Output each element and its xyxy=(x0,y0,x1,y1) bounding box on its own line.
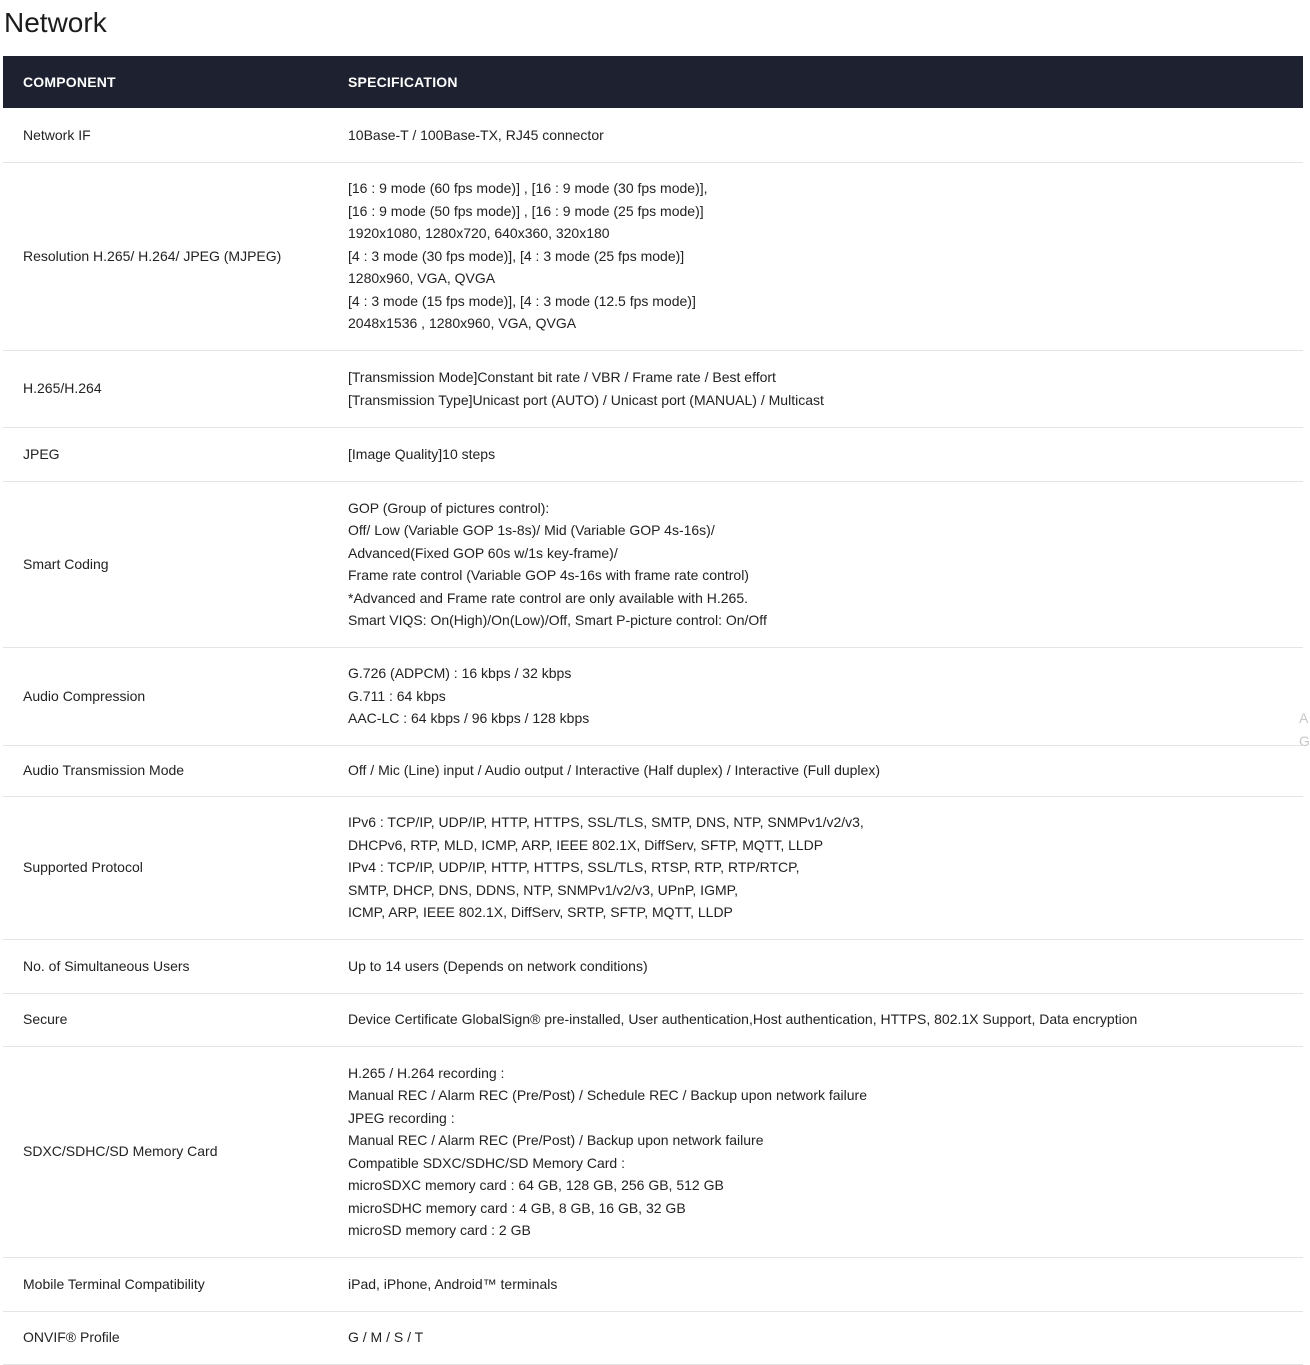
component-cell: JPEG xyxy=(3,427,328,481)
specification-line: Advanced(Fixed GOP 60s w/1s key-frame)/ xyxy=(348,544,618,561)
specification-cell xyxy=(328,1257,1303,1311)
component-cell: Audio Compression xyxy=(3,647,328,745)
specification-line: 1920x1080, 1280x720, 640x360, 320x180 xyxy=(348,225,610,242)
specification-cell xyxy=(328,350,1303,427)
specification-line: [Transmission Mode]Constant bit rate / VBR / Frame rate / Best effort xyxy=(348,369,776,385)
header-row xyxy=(3,56,1303,108)
specification-line: SMTP, DHCP, DNS, DDNS, NTP, SNMPv1/v2/v3, UPnP, IGMP, xyxy=(348,881,739,898)
specification-line: iPad, iPhone, Android™ terminals xyxy=(348,1275,558,1292)
header-specification: SPECIFICATION xyxy=(328,56,1303,108)
specification-cell xyxy=(328,745,1303,796)
specification-line: *Advanced and Frame rate control are only available with H.265. xyxy=(348,589,748,606)
specification-cell xyxy=(328,108,1303,162)
specification-line: Compatible SDXC/SDHC/SD Memory Card : xyxy=(348,1154,625,1171)
specification-line: 2048x1536 , 1280x960, VGA, QVGA xyxy=(348,315,577,332)
table-row xyxy=(3,108,1303,162)
table-row xyxy=(3,939,1303,993)
specification-cell xyxy=(328,993,1303,1046)
specification-line: [4 : 3 mode (30 fps mode)], [4 : 3 mode (25 fps mode)] xyxy=(348,247,685,264)
table-row xyxy=(3,745,1303,796)
component-cell: Smart Coding xyxy=(3,481,328,647)
table-row xyxy=(3,993,1303,1046)
specification-line: [Image Quality]10 steps xyxy=(348,445,496,462)
specification-line: [Transmission Type]Unicast port (AUTO) / Unicast port (MANUAL) / Multicast xyxy=(348,391,824,408)
specification-line: Frame rate control (Variable GOP 4s-16s with frame rate control) xyxy=(348,567,749,583)
component-cell: Network IF xyxy=(3,108,328,162)
table-row xyxy=(3,1311,1303,1364)
table-row xyxy=(3,481,1303,647)
specification-line: DHCPv6, RTP, MLD, ICMP, ARP, IEEE 802.1X, DiffServ, SFTP, MQTT, LLDP xyxy=(348,836,824,853)
specification-line: Off / Mic (Line) input / Audio output / Interactive (Half duplex) / Interactive (Full duplex) xyxy=(348,762,880,779)
specification-line: [16 : 9 mode (60 fps mode)] , [16 : 9 mode (30 fps mode)], xyxy=(348,180,708,197)
specification-line: microSDHC memory card : 4 GB, 8 GB, 16 GB, 32 GB xyxy=(348,1199,686,1216)
component-cell: SDXC/SDHC/SD Memory Card xyxy=(3,1046,328,1257)
table-row xyxy=(3,350,1303,427)
specification-cell xyxy=(328,796,1303,939)
specification-line: Manual REC / Alarm REC (Pre/Post) / Schedule REC / Backup upon network failure xyxy=(348,1087,867,1103)
specification-line: ICMP, ARP, IEEE 802.1X, DiffServ, SRTP, SFTP, MQTT, LLDP xyxy=(348,904,733,921)
table-body xyxy=(3,108,1303,1364)
specification-line: Up to 14 users (Depends on network conditions) xyxy=(348,957,648,974)
component-cell: ONVIF® Profile xyxy=(3,1311,328,1364)
specification-line: G.726 (ADPCM) : 16 kbps / 32 kbps xyxy=(348,665,572,682)
specification-line: [4 : 3 mode (15 fps mode)], [4 : 3 mode (12.5 fps mode)] xyxy=(348,292,696,309)
component-cell: Secure xyxy=(3,993,328,1046)
component-cell: Mobile Terminal Compatibility xyxy=(3,1257,328,1311)
edge-mark: G xyxy=(1299,733,1310,749)
specification-line: microSDXC memory card : 64 GB, 128 GB, 256 GB, 512 GB xyxy=(348,1177,724,1193)
specification-line: 1280x960, VGA, QVGA xyxy=(348,270,496,287)
table-row xyxy=(3,1046,1303,1257)
specification-line: G / M / S / T xyxy=(348,1329,424,1346)
component-cell: Supported Protocol xyxy=(3,796,328,939)
table-row xyxy=(3,1257,1303,1311)
specification-cell xyxy=(328,1046,1303,1257)
specification-line: H.265 / H.264 recording : xyxy=(348,1064,505,1081)
table-row xyxy=(3,162,1303,350)
specification-cell xyxy=(328,939,1303,993)
table-row xyxy=(3,427,1303,481)
specification-line: AAC-LC : 64 kbps / 96 kbps / 128 kbps xyxy=(348,710,590,727)
edge-mark: A xyxy=(1299,710,1309,726)
specification-line: G.711 : 64 kbps xyxy=(348,687,446,704)
component-cell: Resolution H.265/ H.264/ JPEG (MJPEG) xyxy=(3,162,328,350)
specification-line: Manual REC / Alarm REC (Pre/Post) / Backup upon network failure xyxy=(348,1132,764,1148)
page-title: Network xyxy=(4,7,107,38)
specification-line: Smart VIQS: On(High)/On(Low)/Off, Smart P-picture control: On/Off xyxy=(348,612,767,628)
specification-cell xyxy=(328,1311,1303,1364)
header-component: COMPONENT xyxy=(3,56,328,108)
spec-table xyxy=(3,56,1303,1365)
table-row xyxy=(3,796,1303,939)
specification-cell xyxy=(328,427,1303,481)
specification-cell xyxy=(328,162,1303,350)
specification-cell xyxy=(328,647,1303,745)
specification-line: JPEG recording : xyxy=(348,1109,455,1126)
component-cell: H.265/H.264 xyxy=(3,350,328,427)
specification-line: GOP (Group of pictures control): xyxy=(348,499,550,516)
specification-line: [16 : 9 mode (50 fps mode)] , [16 : 9 mode (25 fps mode)] xyxy=(348,202,704,219)
table-row xyxy=(3,647,1303,745)
specification-line: microSD memory card : 2 GB xyxy=(348,1222,531,1238)
table-header xyxy=(3,56,1303,108)
specification-line: IPv6 : TCP/IP, UDP/IP, HTTP, HTTPS, SSL/TLS, SMTP, DNS, NTP, SNMPv1/v2/v3, xyxy=(348,814,864,831)
specification-line: IPv4 : TCP/IP, UDP/IP, HTTP, HTTPS, SSL/TLS, RTSP, RTP, RTP/RTCP, xyxy=(348,859,800,876)
component-cell: No. of Simultaneous Users xyxy=(3,939,328,993)
specification-line: Off/ Low (Variable GOP 1s-8s)/ Mid (Variable GOP 4s-16s)/ xyxy=(348,522,715,538)
component-cell: Audio Transmission Mode xyxy=(3,745,328,796)
specification-line: 10Base-T / 100Base-TX, RJ45 connector xyxy=(348,126,604,143)
specification-line: Device Certificate GlobalSign® pre-installed, User authentication,Host authentication, HTTPS, 802.1X Support, Data encryption xyxy=(348,1011,1138,1028)
specification-cell xyxy=(328,481,1303,647)
